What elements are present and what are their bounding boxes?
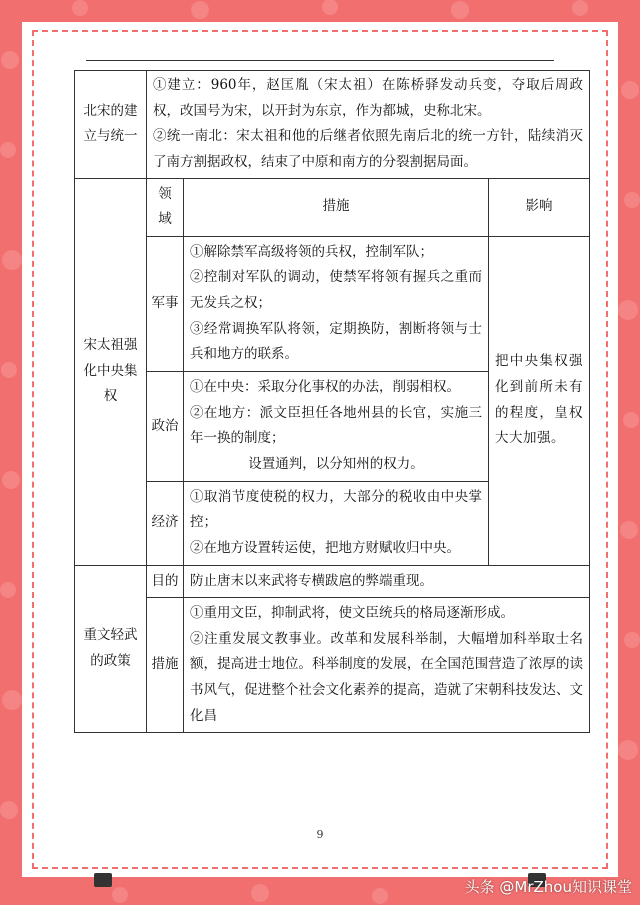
section-title: 宋太祖强化中央集权 bbox=[75, 178, 147, 565]
page-number: 9 bbox=[316, 828, 324, 841]
row-military bbox=[75, 236, 590, 371]
list-item: ①重用文臣，抑制武将，使文臣统兵的格局逐渐形成。 bbox=[190, 605, 514, 622]
domain-label: 军事 bbox=[147, 236, 184, 371]
row-centralization-header bbox=[75, 178, 590, 236]
section-title: 北宋的建立与统一 bbox=[75, 71, 147, 179]
document-page bbox=[22, 22, 618, 877]
list-item: ②在地方设置转运使，把地方财赋收归中央。 bbox=[190, 539, 460, 556]
list-item: ①建立：960年，赵匡胤（宋太祖）在陈桥驿发动兵变，夺取后周政权，改国号为宋，以开封为东京，作为都城，史称北宋。 bbox=[153, 77, 584, 119]
measures-cell bbox=[184, 372, 489, 482]
column-header-impact: 影响 bbox=[489, 178, 590, 236]
row-civil-purpose bbox=[75, 565, 590, 598]
list-item: ②控制对军队的调动，使禁军将领有握兵之重而无发兵之权； bbox=[190, 269, 482, 312]
list-item: ①在中央：采取分化事权的办法，削弱相权。 bbox=[190, 379, 460, 396]
list-item: ③经常调换军队将领，定期换防，割断将领与士兵和地方的联系。 bbox=[190, 320, 482, 363]
measures-cell bbox=[184, 481, 489, 565]
list-item: ②注重发展文教事业。改革和发展科举制，大幅增加科举取士名额，提高进士地位。科举制度的发展，在全国范围营造了浓厚的读书风气，促进整个社会文化素养的提高，造就了宋朝科技发达、文化昌 bbox=[190, 630, 584, 724]
domain-label: 经济 bbox=[147, 481, 184, 565]
header-rule bbox=[86, 60, 554, 61]
measures-cell bbox=[184, 236, 489, 371]
list-item: 设置通判，以分知州的权力。 bbox=[248, 455, 424, 472]
column-header-measures: 措施 bbox=[184, 178, 489, 236]
column-header-domain: 领域 bbox=[147, 178, 184, 236]
list-item: ①解除禁军高级将领的兵权，控制军队； bbox=[190, 243, 433, 260]
impact-cell: 把中央集权强化到前所未有的程度，皇权大大加强。 bbox=[489, 236, 590, 565]
watermark: 头条 @MrZhou知识课堂 bbox=[464, 878, 632, 896]
purpose-cell: 防止唐末以来武将专横跋扈的弊端重现。 bbox=[184, 565, 590, 598]
measures-cell bbox=[184, 598, 590, 733]
history-table bbox=[74, 70, 590, 733]
list-item: ②统一南北：宋太祖和他的后继者依照先南后北的统一方针，陆续消灭了南方割据政权，结束了中原和南方的分裂割据局面。 bbox=[153, 128, 584, 170]
section-title: 重文轻武的政策 bbox=[75, 565, 147, 733]
measures-label: 措施 bbox=[147, 598, 184, 733]
section-content bbox=[147, 71, 590, 179]
row-north-song bbox=[75, 71, 590, 179]
list-item: ②在地方：派文臣担任各地州县的长官，实施三年一换的制度； bbox=[190, 404, 482, 447]
purpose-label: 目的 bbox=[147, 565, 184, 598]
domain-label: 政治 bbox=[147, 372, 184, 482]
bottom-tab-left bbox=[94, 873, 112, 887]
row-civil-measures bbox=[75, 598, 590, 733]
list-item: ①取消节度使税的权力，大部分的税收由中央掌控； bbox=[190, 488, 482, 531]
